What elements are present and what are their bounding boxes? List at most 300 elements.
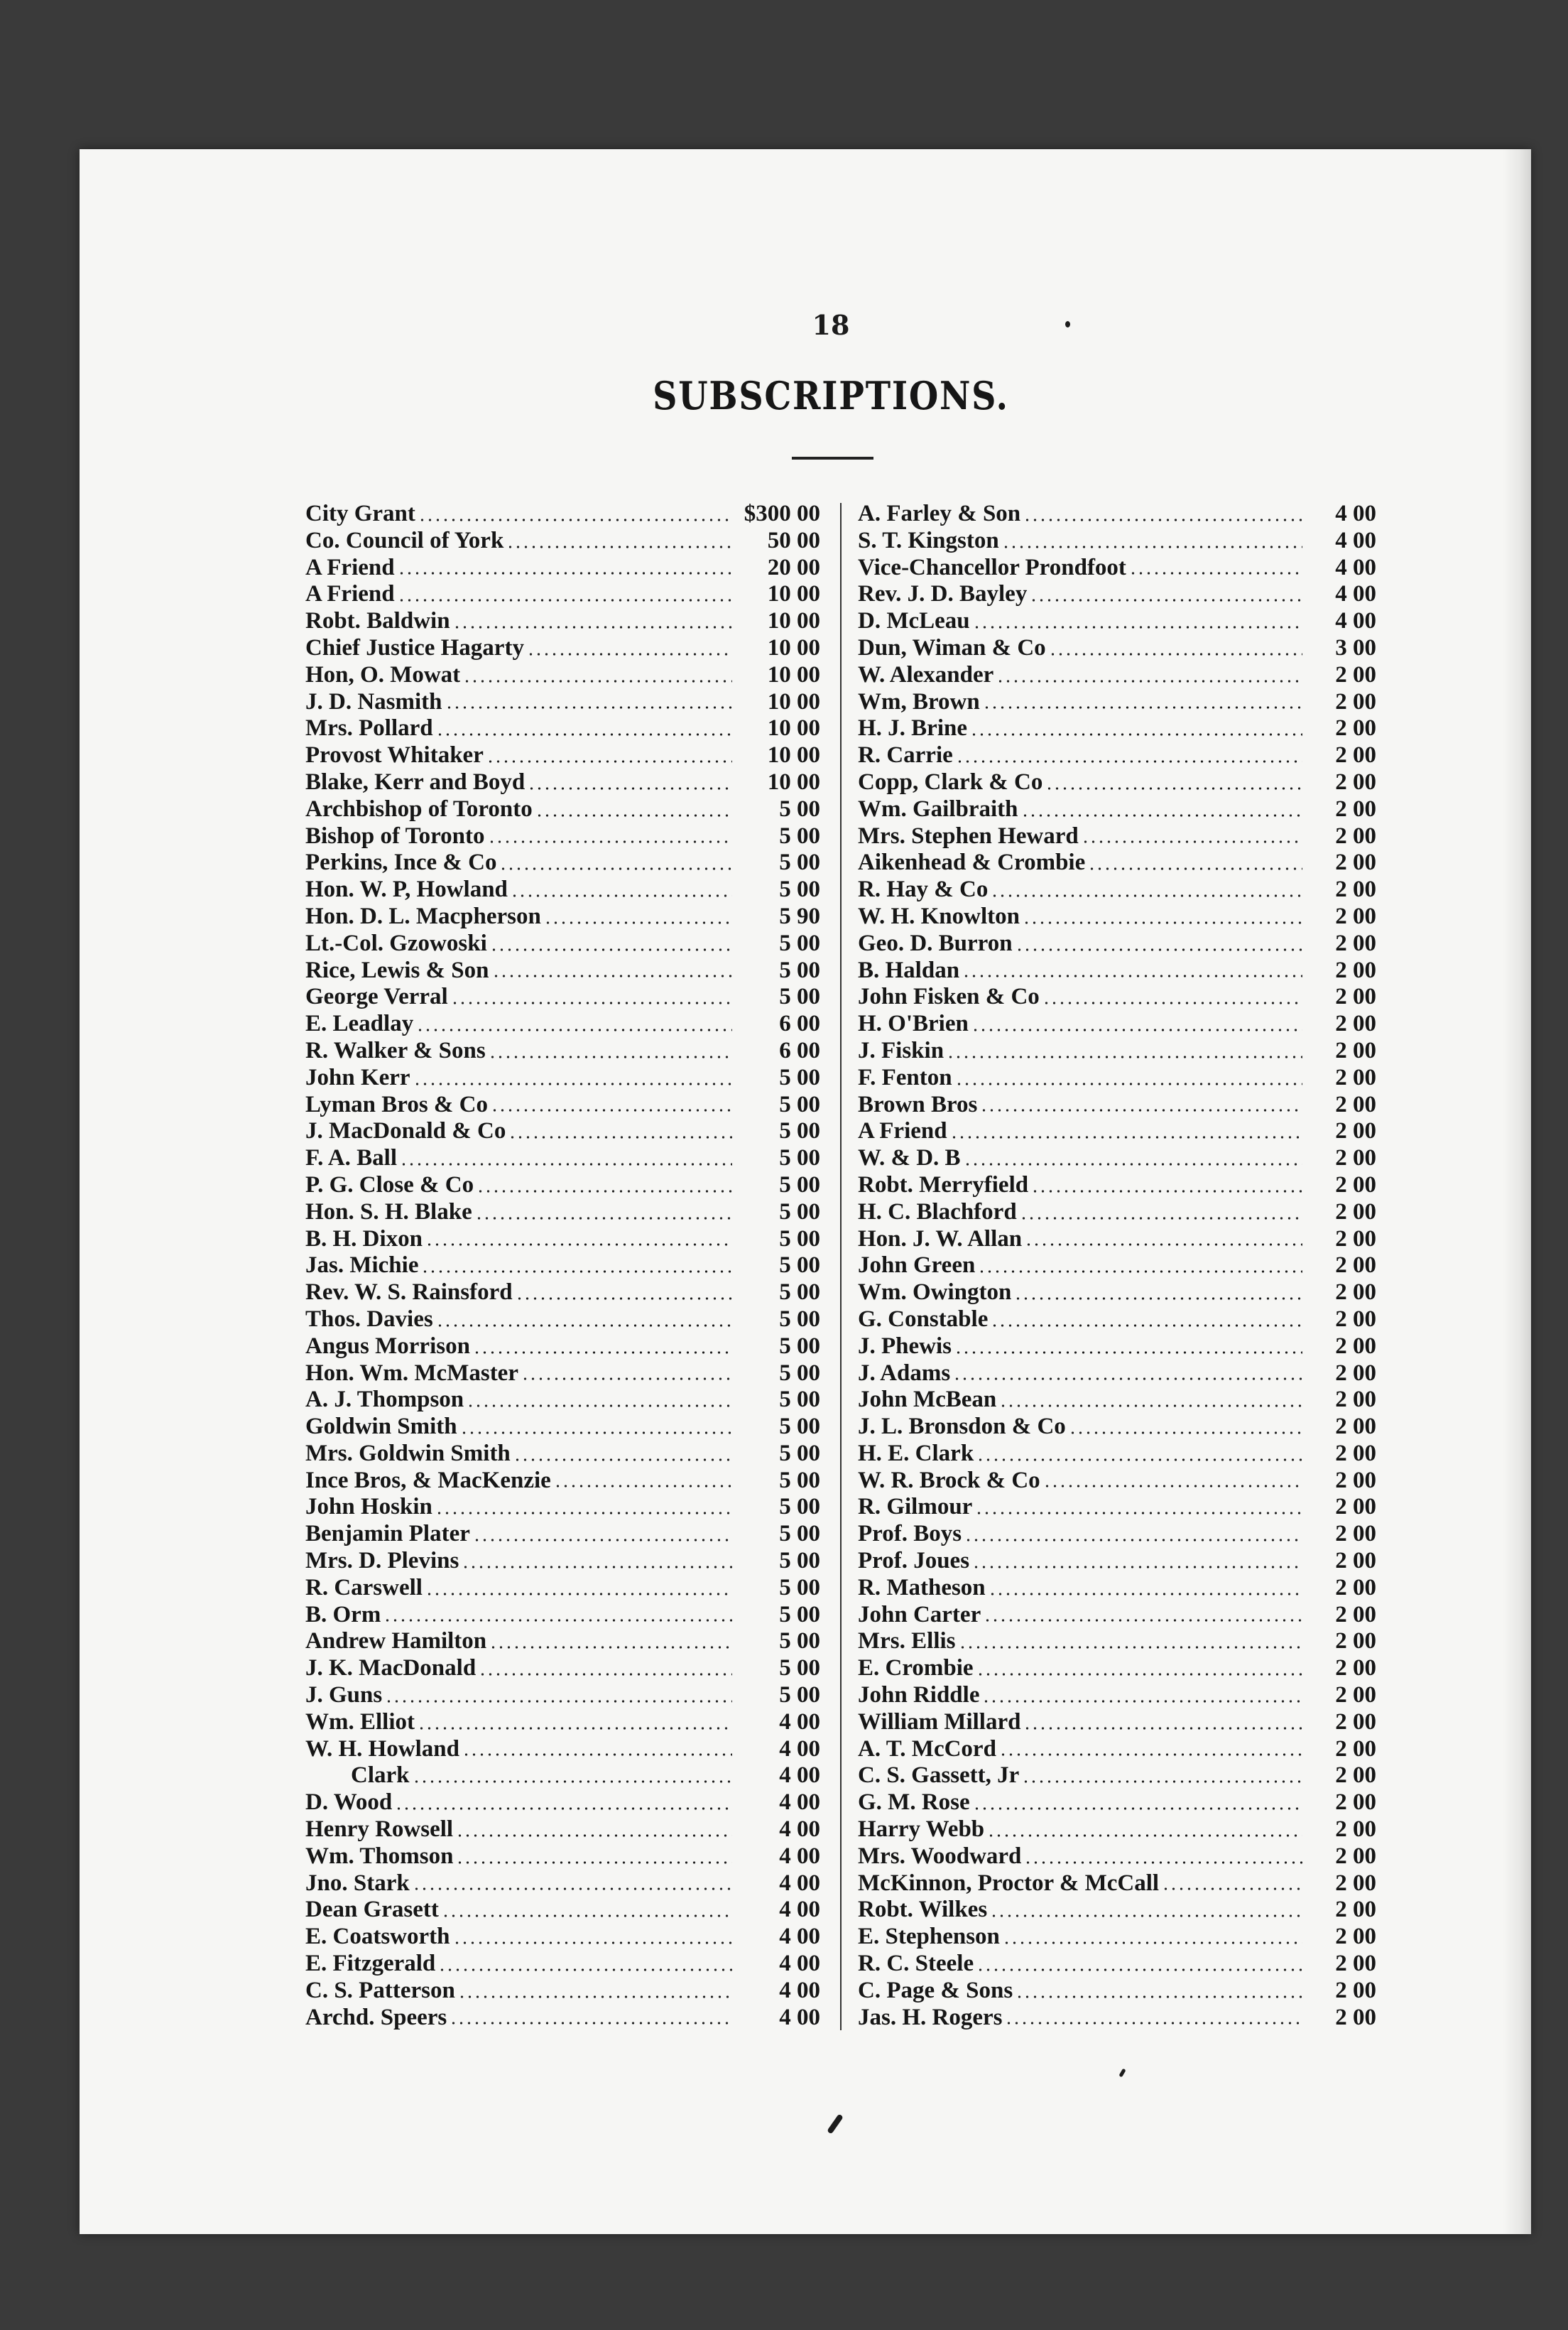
subscription-amount: 2 00 xyxy=(1335,769,1376,795)
dot-leader xyxy=(425,1243,732,1246)
dot-leader xyxy=(1082,840,1302,843)
dot-leader xyxy=(489,1646,732,1649)
dot-leader xyxy=(1016,948,1302,951)
subscription-amount: 2 00 xyxy=(1335,1467,1376,1493)
dot-leader xyxy=(488,840,733,843)
subscriber-name: Hon. D. L. Macpherson xyxy=(305,903,541,929)
dot-leader xyxy=(991,894,1302,897)
dot-leader xyxy=(1049,653,1302,656)
dot-leader xyxy=(395,1807,732,1810)
subscription-amount: 4 00 xyxy=(779,1708,820,1735)
dot-leader xyxy=(385,1700,732,1703)
subscription-amount: 4 00 xyxy=(779,1897,820,1923)
dot-leader xyxy=(421,1270,732,1273)
dot-leader xyxy=(436,733,732,736)
subscriber-name: J. MacDonald & Co xyxy=(305,1118,506,1144)
subscriber-name: D. McLeau xyxy=(858,608,970,634)
subscription-row xyxy=(858,1575,1376,1602)
subscriber-name: Hon. W. P, Howland xyxy=(305,877,508,903)
subscription-row xyxy=(858,1602,1376,1629)
subscriber-name: Andrew Hamilton xyxy=(305,1628,487,1654)
dot-leader xyxy=(999,1404,1302,1407)
subscription-amount: 2 00 xyxy=(1335,1843,1376,1869)
dot-leader xyxy=(486,760,732,763)
dot-leader xyxy=(996,680,1302,683)
subscription-row xyxy=(858,1468,1376,1495)
subscription-amount: 2 00 xyxy=(1335,1333,1376,1359)
subscriber-name: Prof. Joues xyxy=(858,1548,970,1574)
subscriber-name: Mrs. Woodward xyxy=(858,1843,1022,1869)
subscription-row xyxy=(858,1252,1376,1279)
subscriber-name: Archbishop of Toronto xyxy=(305,796,533,822)
subscription-amount: 10 00 xyxy=(767,581,820,607)
subscription-row xyxy=(858,1145,1376,1172)
subscriber-name: E. Crombie xyxy=(858,1655,974,1681)
subscriber-name: W. R. Brock & Co xyxy=(858,1467,1040,1493)
top-ink-speck xyxy=(1065,321,1070,327)
subscription-amount: 2 00 xyxy=(1335,1924,1376,1950)
subscription-row xyxy=(858,1199,1376,1226)
dot-leader xyxy=(947,1056,1302,1058)
dot-leader xyxy=(513,1458,732,1461)
subscription-amount: 5 00 xyxy=(779,984,820,1010)
subscription-row xyxy=(858,877,1376,904)
subscription-row xyxy=(858,715,1376,742)
subscription-row xyxy=(305,769,820,796)
subscriber-name: George Verral xyxy=(305,984,448,1010)
subscription-row xyxy=(305,501,820,528)
dot-leader xyxy=(953,1377,1302,1380)
subscription-amount: 2 00 xyxy=(1335,984,1376,1010)
subscription-row xyxy=(858,742,1376,769)
subscription-row xyxy=(305,1333,820,1360)
subscription-amount: 5 00 xyxy=(779,957,820,983)
subscription-amount: 2 00 xyxy=(1335,1816,1376,1843)
subscriber-name: McKinnon, Proctor & McCall xyxy=(858,1870,1160,1896)
dot-leader xyxy=(451,1002,732,1004)
subscriber-name: Robt. Baldwin xyxy=(305,608,450,634)
subscription-amount: 5 00 xyxy=(779,1628,820,1654)
subscriber-name: W. & D. B xyxy=(858,1145,961,1171)
subscription-amount: 2 00 xyxy=(1335,823,1376,849)
dot-leader xyxy=(962,975,1302,977)
subscription-amount: 5 00 xyxy=(779,1574,820,1600)
dot-leader xyxy=(1005,2022,1302,2025)
subscriber-name: John Carter xyxy=(858,1601,981,1627)
subscription-row xyxy=(858,581,1376,608)
dot-leader xyxy=(436,1324,732,1327)
dot-leader xyxy=(971,1029,1302,1031)
subscription-row xyxy=(305,1306,820,1333)
subscription-row xyxy=(858,528,1376,555)
subscriber-name: Provost Whitaker xyxy=(305,742,484,769)
dot-leader xyxy=(425,1593,732,1595)
subscription-amount: 20 00 xyxy=(767,554,820,580)
subscriber-name: J. L. Bronsdon & Co xyxy=(858,1414,1066,1440)
dot-leader xyxy=(989,1593,1302,1595)
subscription-row xyxy=(305,1951,820,1978)
subscriber-name: Clark xyxy=(351,1762,410,1789)
page-title: SUBSCRIPTIONS. xyxy=(653,373,1009,418)
subscription-row xyxy=(305,823,820,850)
subscription-row xyxy=(305,528,820,555)
subscriber-name: Ince Bros, & MacKenzie xyxy=(305,1467,551,1493)
subscription-amount: 2 00 xyxy=(1335,1145,1376,1171)
subscriber-name: Wm. Elliot xyxy=(305,1708,415,1735)
subscription-amount: 5 00 xyxy=(779,1387,820,1413)
dot-leader xyxy=(1021,814,1302,817)
subscriber-name: Chief Justice Hagarty xyxy=(305,634,524,661)
subscriber-name: Rev. J. D. Bayley xyxy=(858,581,1028,607)
subscription-amount: 5 00 xyxy=(779,823,820,849)
subscription-amount: 5 00 xyxy=(779,1225,820,1252)
subscription-amount: 2 00 xyxy=(1335,1601,1376,1627)
dot-leader xyxy=(477,1190,732,1193)
dot-leader xyxy=(983,706,1302,709)
subscriber-name: Bishop of Toronto xyxy=(305,823,485,849)
subscriber-name: F. A. Ball xyxy=(305,1145,397,1171)
subscriber-name: Vice-Chancellor Prondfoot xyxy=(858,554,1126,580)
dot-leader xyxy=(999,1753,1302,1756)
subscription-amount: 4 00 xyxy=(1335,501,1376,526)
subscriber-name: R. C. Steele xyxy=(858,1951,974,1977)
subscriber-name: Goldwin Smith xyxy=(305,1414,457,1440)
subscription-row xyxy=(305,1682,820,1709)
subscription-row xyxy=(305,984,820,1011)
dot-leader xyxy=(489,1056,732,1058)
subscription-amount: 2 00 xyxy=(1335,930,1376,956)
dot-leader xyxy=(458,1995,732,1998)
subscriber-name: Brown Bros xyxy=(858,1091,978,1117)
subscription-row xyxy=(858,2005,1376,2032)
subscriber-name: Aikenhead & Crombie xyxy=(858,850,1086,876)
subscription-amount: 4 00 xyxy=(779,1951,820,1977)
dot-leader xyxy=(964,1163,1302,1166)
dot-leader xyxy=(413,1887,732,1890)
subscriber-name: E. Fitzgerald xyxy=(305,1951,436,1977)
subscription-row xyxy=(858,1279,1376,1306)
dot-leader xyxy=(1020,1217,1302,1220)
subscription-row xyxy=(858,1816,1376,1843)
subscriber-name: Lt.-Col. Gzowoski xyxy=(305,930,487,956)
dot-leader xyxy=(473,1351,732,1354)
subscription-amount: 2 00 xyxy=(1335,1440,1376,1466)
subscriber-name: E. Stephenson xyxy=(858,1924,1000,1950)
subscription-amount: 2 00 xyxy=(1335,1091,1376,1117)
subscription-amount: 4 00 xyxy=(779,1870,820,1896)
dot-leader xyxy=(980,1109,1302,1112)
subscription-amount: 4 00 xyxy=(779,1924,820,1950)
subscription-amount: 5 00 xyxy=(779,1118,820,1144)
subscription-amount: 4 00 xyxy=(779,1735,820,1762)
subscription-amount: 5 00 xyxy=(779,1682,820,1708)
subscriber-name: Robt. Wilkes xyxy=(858,1897,988,1923)
subscription-amount: 4 00 xyxy=(1335,554,1376,580)
subscription-amount: 5 00 xyxy=(779,1601,820,1627)
dot-leader xyxy=(991,1324,1302,1327)
dot-leader xyxy=(516,1297,732,1300)
subscriber-name: William Millard xyxy=(858,1708,1021,1735)
subscription-row xyxy=(305,1709,820,1736)
subscription-row xyxy=(305,742,820,769)
dot-leader xyxy=(1014,1297,1302,1300)
dot-leader xyxy=(973,1807,1302,1810)
dot-leader xyxy=(975,1512,1302,1514)
subscriber-name: E. Leadlay xyxy=(305,1011,414,1037)
subscription-row xyxy=(858,1360,1376,1387)
subscriber-name: Lyman Bros & Co xyxy=(305,1091,489,1117)
subscription-amount: 5 00 xyxy=(779,1091,820,1117)
subscription-row xyxy=(858,931,1376,958)
subscription-amount: 2 00 xyxy=(1335,1171,1376,1198)
subscription-amount: 5 00 xyxy=(779,796,820,822)
subscriber-name: Wm. Owington xyxy=(858,1279,1012,1306)
subscriber-name: Blake, Kerr and Boyd xyxy=(305,769,526,795)
dot-leader xyxy=(1030,599,1302,602)
subscription-row xyxy=(858,1521,1376,1548)
subscription-row xyxy=(305,715,820,742)
subscriber-name: A. J. Thompson xyxy=(305,1387,464,1413)
subscription-amount: 4 00 xyxy=(779,1977,820,2003)
subscriber-name: A. Farley & Son xyxy=(858,501,1021,526)
subscriber-name: Henry Rowsell xyxy=(305,1816,454,1843)
dot-leader xyxy=(527,653,732,656)
subscription-amount: 10 00 xyxy=(767,688,820,715)
subscriber-name: Hon. J. W. Allan xyxy=(858,1225,1023,1252)
dot-leader xyxy=(955,1083,1302,1085)
subscription-row xyxy=(305,1762,820,1789)
subscription-row xyxy=(858,1065,1376,1092)
dot-leader xyxy=(473,1539,732,1541)
dot-leader xyxy=(475,1217,732,1220)
subscription-row xyxy=(305,1279,820,1306)
dot-leader xyxy=(413,1780,733,1783)
dot-leader xyxy=(492,975,733,977)
subscription-row xyxy=(858,1762,1376,1789)
dot-leader xyxy=(528,787,732,790)
subscriber-name: C. Page & Sons xyxy=(858,1977,1013,2003)
subscription-amount: 4 00 xyxy=(779,1762,820,1789)
subscriber-name: R. Hay & Co xyxy=(858,877,989,903)
subscription-amount: 10 00 xyxy=(767,634,820,661)
dot-leader xyxy=(445,706,732,709)
subscription-row xyxy=(858,769,1376,796)
subscription-row xyxy=(305,850,820,877)
subscription-row xyxy=(858,1843,1376,1870)
dot-leader xyxy=(456,1861,732,1864)
subscriber-name: Thos. Davies xyxy=(305,1306,433,1332)
subscription-row xyxy=(858,1441,1376,1468)
subscriber-name: Benjamin Plater xyxy=(305,1521,470,1547)
subscription-row xyxy=(305,555,820,582)
subscriber-name: Wm, Brown xyxy=(858,688,980,715)
subscription-amount: 2 00 xyxy=(1335,1011,1376,1037)
subscription-amount: 2 00 xyxy=(1335,1037,1376,1063)
subscriber-name: G. M. Rose xyxy=(858,1789,970,1816)
dot-leader xyxy=(964,1539,1302,1541)
subscriber-name: H. C. Blachford xyxy=(858,1198,1017,1225)
subscription-row xyxy=(858,984,1376,1011)
subscription-row xyxy=(305,1092,820,1119)
dot-leader xyxy=(950,1136,1302,1139)
dot-leader xyxy=(1031,1190,1302,1193)
subscriber-name: G. Constable xyxy=(858,1306,989,1332)
subscription-amount: 2 00 xyxy=(1335,1387,1376,1413)
subscriber-name: Archd. Speers xyxy=(305,2004,447,2030)
dot-leader xyxy=(453,1941,733,1944)
subscription-amount: 2 00 xyxy=(1335,796,1376,822)
subscriber-name: R. Walker & Sons xyxy=(305,1037,486,1063)
subscription-row xyxy=(858,1494,1376,1521)
subscription-row xyxy=(305,958,820,985)
dot-leader xyxy=(982,1700,1302,1703)
subscription-amount: 2 00 xyxy=(1335,1225,1376,1252)
dot-leader xyxy=(1025,1243,1302,1246)
subscription-amount: 2 00 xyxy=(1335,903,1376,929)
subscription-row xyxy=(858,635,1376,662)
subscription-amount: 2 00 xyxy=(1335,1762,1376,1789)
subscription-row xyxy=(305,1360,820,1387)
dot-leader xyxy=(418,519,732,521)
subscription-row xyxy=(858,1736,1376,1763)
subscription-row xyxy=(858,1978,1376,2005)
subscriber-name: H. O'Brien xyxy=(858,1011,969,1037)
subscription-row xyxy=(305,689,820,716)
dot-leader xyxy=(456,1834,732,1837)
dot-leader xyxy=(1043,1485,1302,1488)
dot-leader xyxy=(416,1029,732,1031)
subscriber-name: B. H. Dixon xyxy=(305,1225,423,1252)
subscriber-name: Rev. W. S. Rainsford xyxy=(305,1279,513,1306)
dot-leader xyxy=(976,1458,1302,1461)
subscription-row xyxy=(305,1548,820,1575)
subscription-amount: 2 00 xyxy=(1335,661,1376,688)
subscription-row xyxy=(305,608,820,635)
subscription-amount: 2 00 xyxy=(1335,850,1376,876)
subscription-amount: 5 00 xyxy=(779,1252,820,1279)
subscription-amount: 2 00 xyxy=(1335,742,1376,769)
subscription-amount: 2 00 xyxy=(1335,1870,1376,1896)
dot-leader xyxy=(400,1163,732,1166)
subscription-amount: 2 00 xyxy=(1335,1628,1376,1654)
subscription-amount: 2 00 xyxy=(1335,1360,1376,1386)
subscription-amount: 5 00 xyxy=(779,1655,820,1681)
subscription-amount: 2 00 xyxy=(1335,715,1376,742)
subscription-amount: 2 00 xyxy=(1335,2004,1376,2030)
subscription-amount: 10 00 xyxy=(767,661,820,688)
subscriber-name: Perkins, Ince & Co xyxy=(305,850,497,876)
dot-leader xyxy=(1045,787,1302,790)
subscription-amount: 5 00 xyxy=(779,1467,820,1493)
subscription-amount: 5 00 xyxy=(779,1145,820,1171)
subscription-row xyxy=(305,1897,820,1924)
subscriber-name: J. Fiskin xyxy=(858,1037,944,1063)
subscription-row xyxy=(858,823,1376,850)
dot-leader xyxy=(460,1431,732,1434)
subscription-amount: 2 00 xyxy=(1335,1252,1376,1279)
subscriber-name: J. Phewis xyxy=(858,1333,952,1359)
subscription-amount: 2 00 xyxy=(1335,1708,1376,1735)
dot-leader xyxy=(463,680,732,683)
dot-leader xyxy=(462,1753,732,1756)
dot-leader xyxy=(972,1566,1302,1568)
subscription-row xyxy=(305,1414,820,1441)
dot-leader xyxy=(554,1485,732,1488)
subscriber-name: Harry Webb xyxy=(858,1816,985,1843)
subscription-amount: 6 00 xyxy=(779,1037,820,1063)
subscriber-name: Hon. Wm. McMaster xyxy=(305,1360,518,1386)
subscription-row xyxy=(858,1951,1376,1978)
subscription-amount: 5 00 xyxy=(779,850,820,876)
subscription-amount: 5 00 xyxy=(779,1064,820,1090)
subscription-row xyxy=(858,1306,1376,1333)
subscription-row xyxy=(858,1924,1376,1951)
subscription-row xyxy=(305,877,820,904)
subscription-amount: 5 00 xyxy=(779,1360,820,1386)
dot-leader xyxy=(1022,1780,1302,1783)
subscriber-name: Hon. S. H. Blake xyxy=(305,1198,472,1225)
subscription-amount: 2 00 xyxy=(1335,1548,1376,1574)
subscriber-name: John Fisken & Co xyxy=(858,984,1040,1010)
subscription-amount: 3 00 xyxy=(1335,634,1376,661)
subscription-amount: 5 00 xyxy=(779,1414,820,1440)
dot-leader xyxy=(544,921,732,924)
dot-leader xyxy=(450,2022,732,2025)
subscription-row xyxy=(858,1011,1376,1038)
subscription-amount: 4 00 xyxy=(779,2004,820,2030)
subscription-amount: 4 00 xyxy=(779,1816,820,1843)
subscriber-name: A. T. McCord xyxy=(858,1735,996,1762)
subscription-row xyxy=(305,1252,820,1279)
subscription-amount: $300 00 xyxy=(744,501,820,526)
dot-leader xyxy=(438,1968,732,1971)
dot-leader xyxy=(521,1377,732,1380)
subscription-row xyxy=(858,1387,1376,1414)
subscriber-name: Dun, Wiman & Co xyxy=(858,634,1046,661)
subscriber-name: A Friend xyxy=(305,554,395,580)
subscriber-name: J. Adams xyxy=(858,1360,951,1386)
subscription-row xyxy=(858,796,1376,823)
subscription-row xyxy=(305,1870,820,1897)
dot-leader xyxy=(1069,1431,1302,1434)
subscription-row xyxy=(305,1628,820,1655)
subscription-row xyxy=(305,1494,820,1521)
subscriber-name: Copp, Clark & Co xyxy=(858,769,1043,795)
subscription-amount: 2 00 xyxy=(1335,1198,1376,1225)
page-edge-shadow xyxy=(1503,149,1531,2234)
subscription-row xyxy=(305,1843,820,1870)
dot-leader xyxy=(413,1083,732,1085)
subscriber-name: P. G. Close & Co xyxy=(305,1171,474,1198)
subscription-row xyxy=(305,1226,820,1253)
subscription-row xyxy=(305,662,820,689)
subscription-amount: 2 00 xyxy=(1335,1977,1376,2003)
subscriber-name: R. Carswell xyxy=(305,1574,423,1600)
subscription-row xyxy=(305,1468,820,1495)
subscription-amount: 5 00 xyxy=(779,930,820,956)
subscriber-name: John Hoskin xyxy=(305,1494,432,1520)
subscription-amount: 2 00 xyxy=(1335,1494,1376,1520)
subscriber-name: E. Coatsworth xyxy=(305,1924,450,1950)
subscription-amount: 5 00 xyxy=(779,877,820,903)
dot-leader xyxy=(1129,572,1302,575)
page-number: 18 xyxy=(812,309,850,341)
subscription-row xyxy=(858,958,1376,985)
subscription-row xyxy=(305,1065,820,1092)
dot-leader xyxy=(453,626,732,629)
dot-leader xyxy=(435,1512,732,1514)
subscriber-name: R. Matheson xyxy=(858,1574,986,1600)
